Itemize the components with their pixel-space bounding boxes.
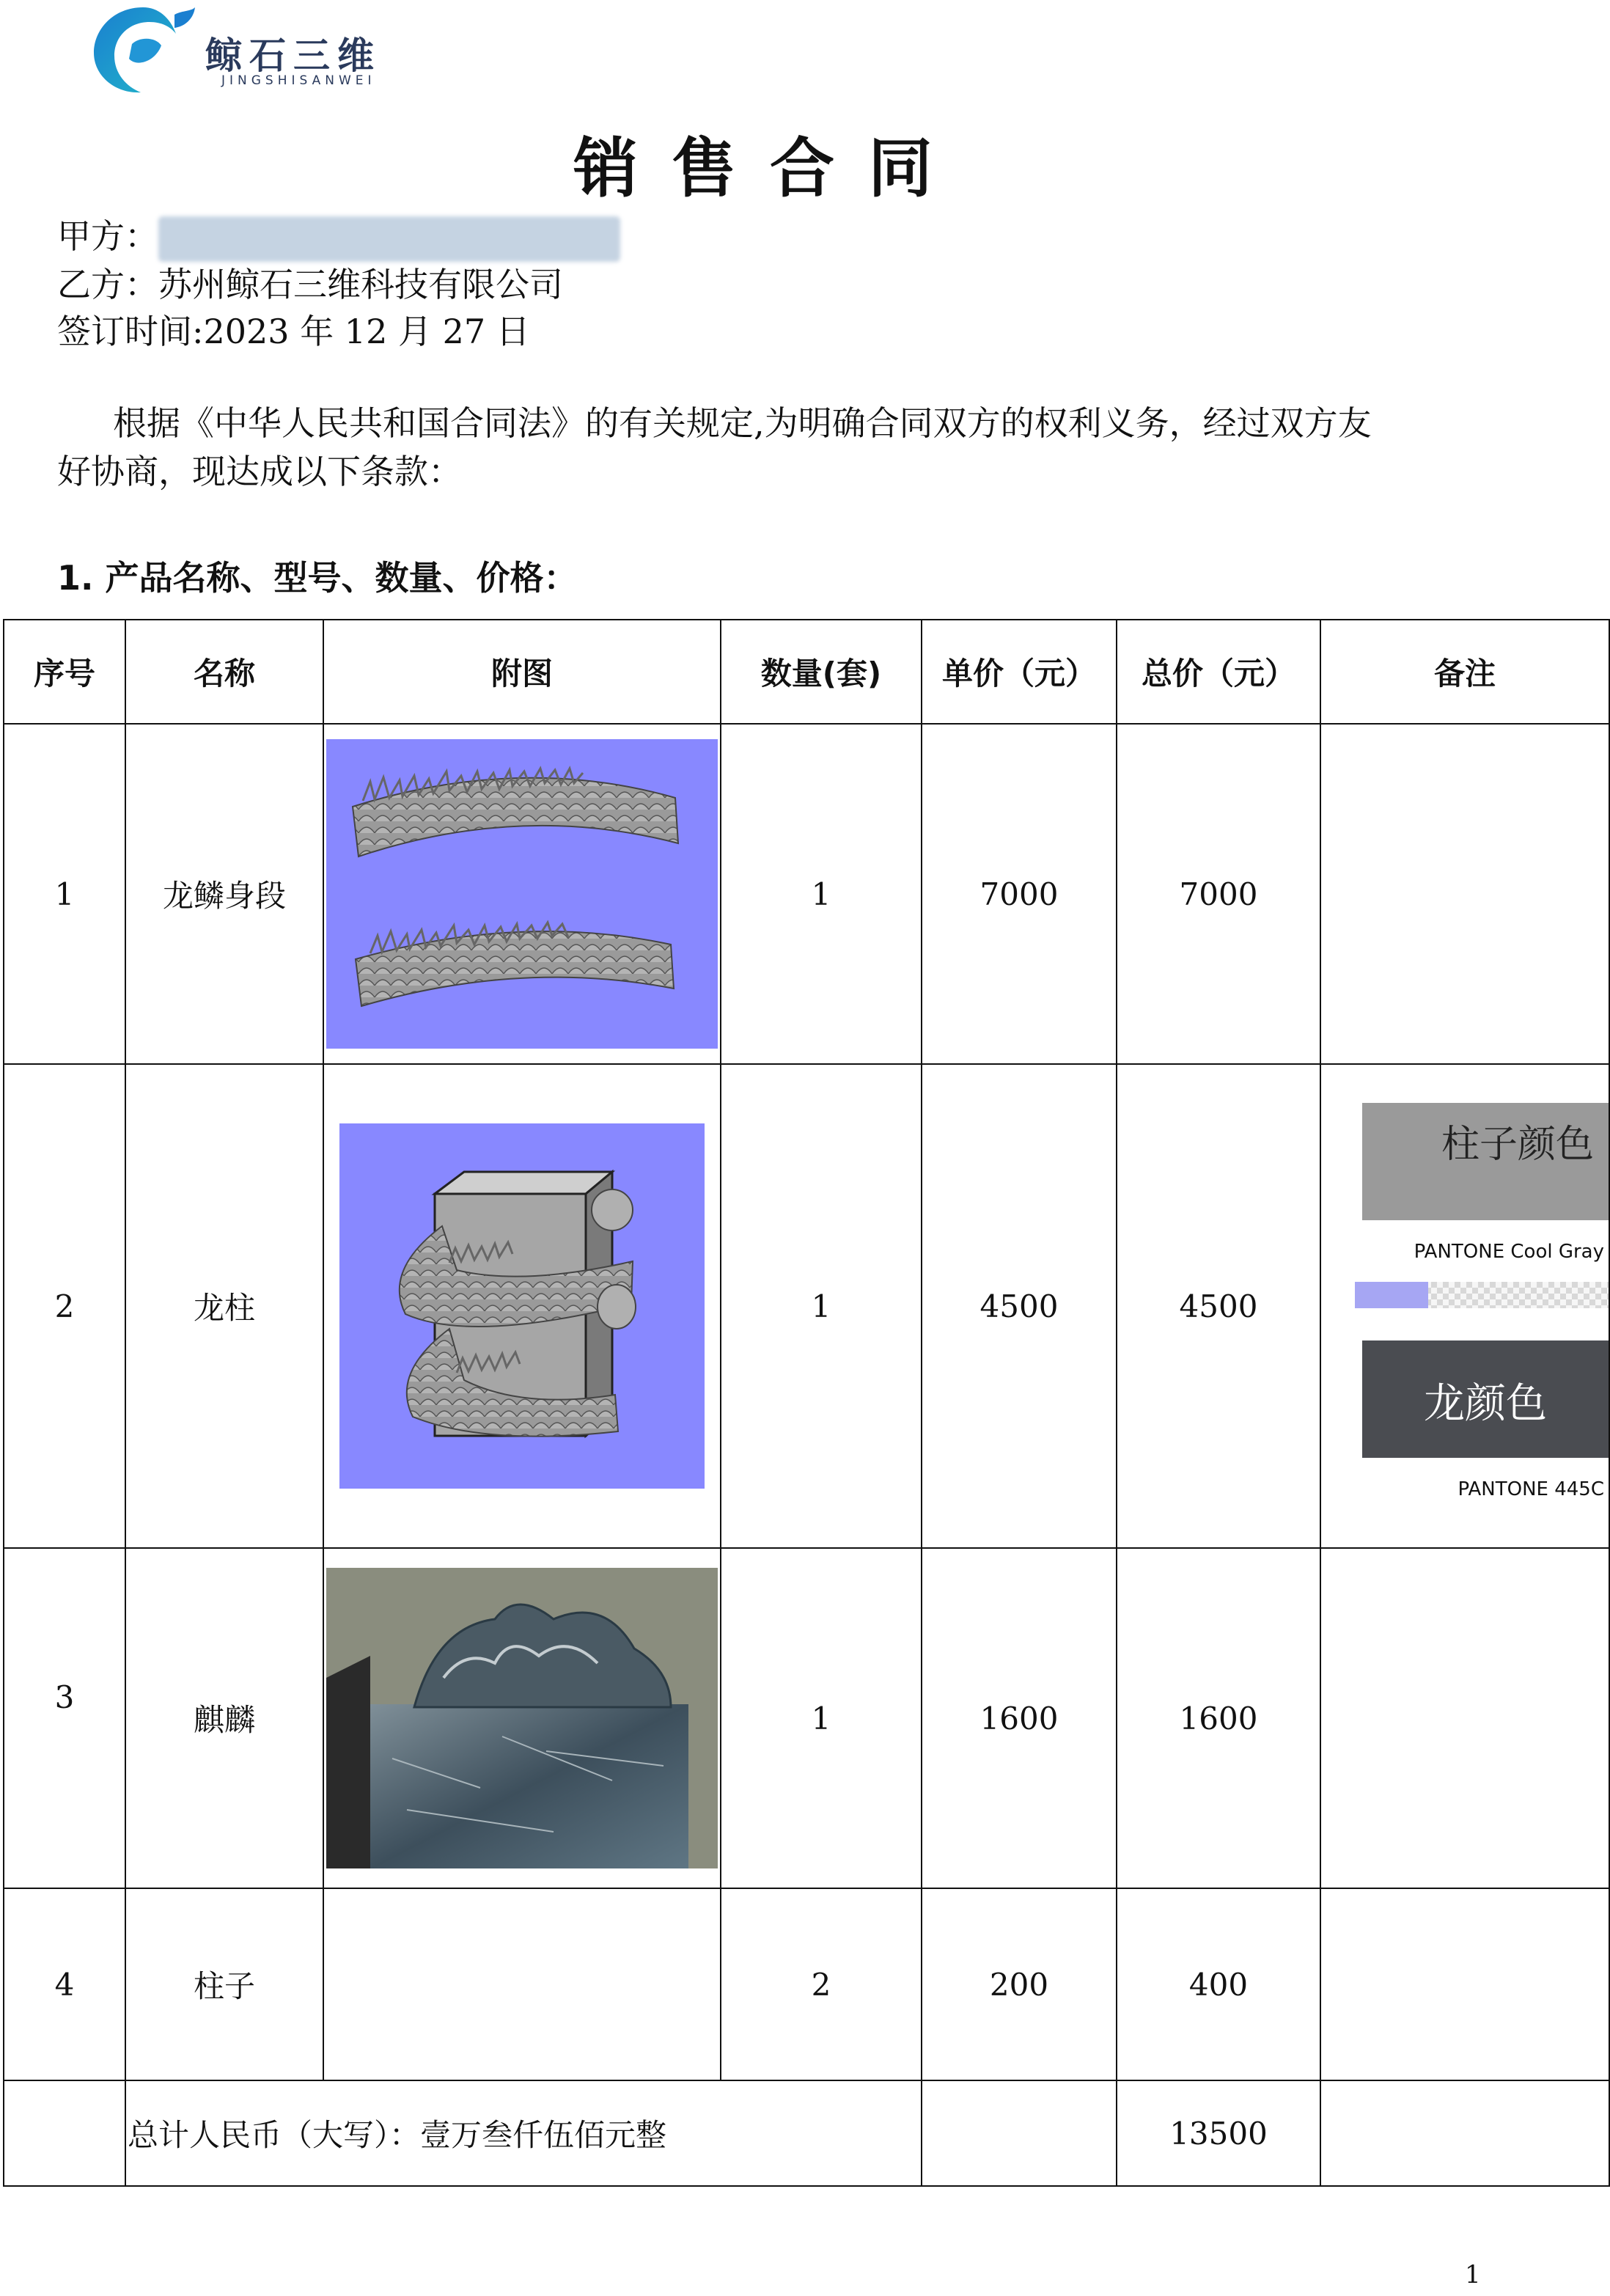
summary-empty-cell	[922, 2080, 1117, 2186]
document-title: 销售合同	[573, 131, 966, 206]
header-name: 名称	[125, 620, 323, 724]
redacted-party-a	[158, 216, 620, 262]
sign-date: 2023 年 12 月 27 日	[203, 312, 530, 351]
logo-subtitle: JINGSHISANWEI	[221, 73, 376, 88]
whale-logo-icon	[88, 0, 198, 95]
color-swatch-block	[1362, 1103, 1609, 1519]
qilin-stone-photo	[326, 1568, 718, 1868]
sign-label: 签订时间:	[57, 312, 204, 351]
summary-empty-cell	[4, 2080, 125, 2186]
header-unit-price: 单价（元）	[922, 620, 1117, 724]
intro-line-1: 根据《中华人民共和国合同法》的有关规定,为明确合同双方的权利义务，经过双方友	[113, 403, 1372, 443]
row-total: 4500	[1117, 1064, 1320, 1548]
row-name: 龙柱	[125, 1064, 323, 1548]
party-b-label: 乙方：	[57, 265, 158, 304]
party-a-label: 甲方：	[57, 216, 158, 256]
intro-line-2: 好协商，现达成以下条款：	[57, 452, 462, 491]
product-table	[3, 619, 1610, 2187]
row-unit-price: 4500	[922, 1064, 1117, 1548]
section-heading-1: 1. 产品名称、型号、数量、价格：	[57, 558, 578, 598]
row-total: 400	[1117, 1888, 1320, 2080]
party-b-line	[57, 258, 563, 307]
row-remark	[1320, 1548, 1609, 1888]
dragon-pillar-image	[339, 1123, 705, 1489]
row-remark	[1320, 724, 1609, 1064]
row-remark	[1320, 1888, 1609, 2080]
table-row	[4, 724, 1609, 1064]
header-total: 总价（元）	[1117, 620, 1320, 724]
dragon-scale-body-image	[326, 739, 718, 1049]
pillar-color-swatch: 柱子颜色	[1362, 1103, 1609, 1220]
logo-text: 鲸石三维	[205, 34, 381, 77]
row-total: 7000	[1117, 724, 1320, 1064]
row-qty: 1	[721, 724, 922, 1064]
summary-total: 13500	[1117, 2080, 1320, 2186]
party-b-value: 苏州鲸石三维科技有限公司	[158, 265, 563, 304]
row-image-cell	[323, 1888, 721, 2080]
party-a-line	[57, 210, 620, 262]
dragon-color-swatch: 龙颜色	[1362, 1340, 1609, 1458]
summary-empty-cell	[1320, 2080, 1609, 2186]
table-row	[4, 1548, 1609, 1888]
row-qty: 1	[721, 1548, 922, 1888]
header-image: 附图	[323, 620, 721, 724]
company-logo	[88, 0, 425, 95]
header-remark: 备注	[1320, 620, 1609, 724]
row-name: 龙鳞身段	[125, 724, 323, 1064]
row-qty: 1	[721, 1064, 922, 1548]
page-number: 1	[1465, 2260, 1481, 2289]
row-no: 3	[4, 1548, 125, 1888]
row-image-cell	[323, 1548, 721, 1888]
intro-paragraph	[57, 399, 1509, 496]
row-image-cell	[323, 724, 721, 1064]
row-no: 4	[4, 1888, 125, 2080]
row-image-cell	[323, 1064, 721, 1548]
row-unit-price: 7000	[922, 724, 1117, 1064]
row-name: 麒麟	[125, 1548, 323, 1888]
row-total: 1600	[1117, 1548, 1320, 1888]
row-unit-price: 1600	[922, 1548, 1117, 1888]
summary-label: 总计人民币（大写）：壹万叁仟伍佰元整	[125, 2080, 922, 2186]
row-no: 2	[4, 1064, 125, 1548]
table-row	[4, 1064, 1609, 1548]
pillar-pantone-label: PANTONE Cool Gray	[1414, 1241, 1604, 1263]
table-header-row	[4, 620, 1609, 724]
summary-row	[4, 2080, 1609, 2186]
transparency-bar	[1355, 1282, 1609, 1308]
header-no: 序号	[4, 620, 125, 724]
row-unit-price: 200	[922, 1888, 1117, 2080]
row-remark-colors	[1320, 1064, 1609, 1548]
header-qty: 数量(套)	[721, 620, 922, 724]
sign-date-line	[57, 305, 530, 353]
dragon-pantone-label: PANTONE 445C	[1458, 1478, 1604, 1500]
table-row	[4, 1888, 1609, 2080]
row-qty: 2	[721, 1888, 922, 2080]
row-no: 1	[4, 724, 125, 1064]
row-name: 柱子	[125, 1888, 323, 2080]
